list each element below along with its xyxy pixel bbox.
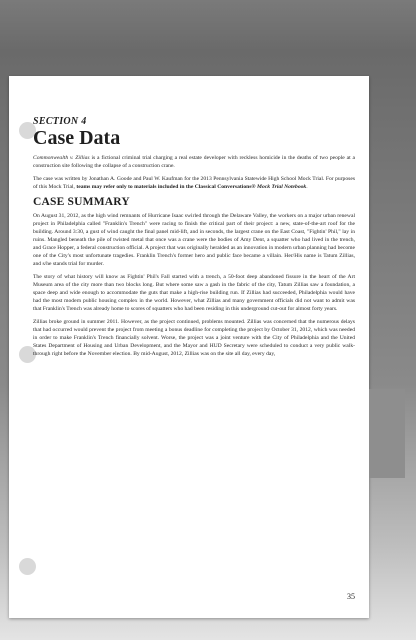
notebook-title: Mock Trial Notebook <box>255 184 307 190</box>
section-tab <box>369 389 405 478</box>
case-summary-heading: CASE SUMMARY <box>33 196 130 208</box>
section-kicker: SECTION 4 <box>33 116 87 127</box>
summary-paragraph: On August 31, 2012, as the high wind remnants of Hurricane Isaac swirled through the Delaware Valley, the workers on a major urban renewal project in Philadelphia called "Franklin's Trench" were racing to finish the critical part of their project: a new, state-of-the-art roof for the building. Around 3:30, a gust of wind caught the final panel mid-lift, and in seconds, the largest crane on the East Coast, "Fightin' Phil," lay in ruins. Mangled beneath the pile of twisted metal that once was a crane were the bodies of Amy Dent, a squatter who had lived in the trench, and Grace Hopper, a federal construction official. A project that was originally heralded as an innovation in modern urban planning had become one of the City's most unfortunate tragedies. Franklin Trench's former hero and public face became a villain. Her/His name is Tatum Zillias, and s/he stands trial for murder. <box>33 213 355 267</box>
authorship-end: . <box>306 184 308 190</box>
authorship-paragraph <box>33 175 355 191</box>
summary-paragraph: The story of what history will know as Fightin' Phil's Fall started with a trench, a 50-foot deep abandoned fissure in the heart of the Art Museum area of the city more than two blocks long. But where some saw a gash in the fabric of the city, Tatum Zillias saw a foundation, a space deep and wide enough to accommodate the guts that make a high-rise building run. If Zillias had succeeded, Philadelphia would have had the most modern public housing complex in the world. However, what Zillias and many government officials did not want to admit was that Franklin's Trench was already home to scores of squatters who had been residing in this underground cut-out for almost forty years. <box>33 274 355 312</box>
registered-mark: ® <box>251 184 256 190</box>
document-page <box>9 76 369 618</box>
page-number: 35 <box>347 592 355 601</box>
authorship-restriction: teams may refer only to materials included in the Classical Conversations <box>76 184 252 190</box>
intro-paragraph <box>33 154 355 170</box>
section-title: Case Data <box>33 127 121 149</box>
binder-hole <box>19 558 36 575</box>
page-content <box>33 116 355 363</box>
case-name: Commonwealth v. Zillias <box>33 155 90 161</box>
summary-paragraph: Zillias broke ground in summer 2011. However, as the project continued, problems mounted. Zillias was concerned that the numerous delays that had occurred would prevent the project from meeting a bonus deadline for completing the project by October 31, 2012, which was needed in order to make Franklin's Trench financially solvent. Worse, the project was a joint venture with the City of Philadelphia and the United States Department of Housing and Urban Development, and the Mayor and HUD Secretary were scheduled to conduct a very public walk-through right before the November election. By mid-August, 2012, Zillias was on the site all day, every day, <box>33 319 355 357</box>
authorship-text: The case was written by Jonathan A. Goode and Paul W. Kaufman for the 2013 Pennsylvania Statewide High School Mock Trial. For purposes of this Mock Trial, <box>33 176 355 190</box>
intro-text: is a fictional criminal trial charging a real estate developer with reckless homicide in the deaths of two people at a construction site following the collapse of a construction crane. <box>33 155 355 169</box>
